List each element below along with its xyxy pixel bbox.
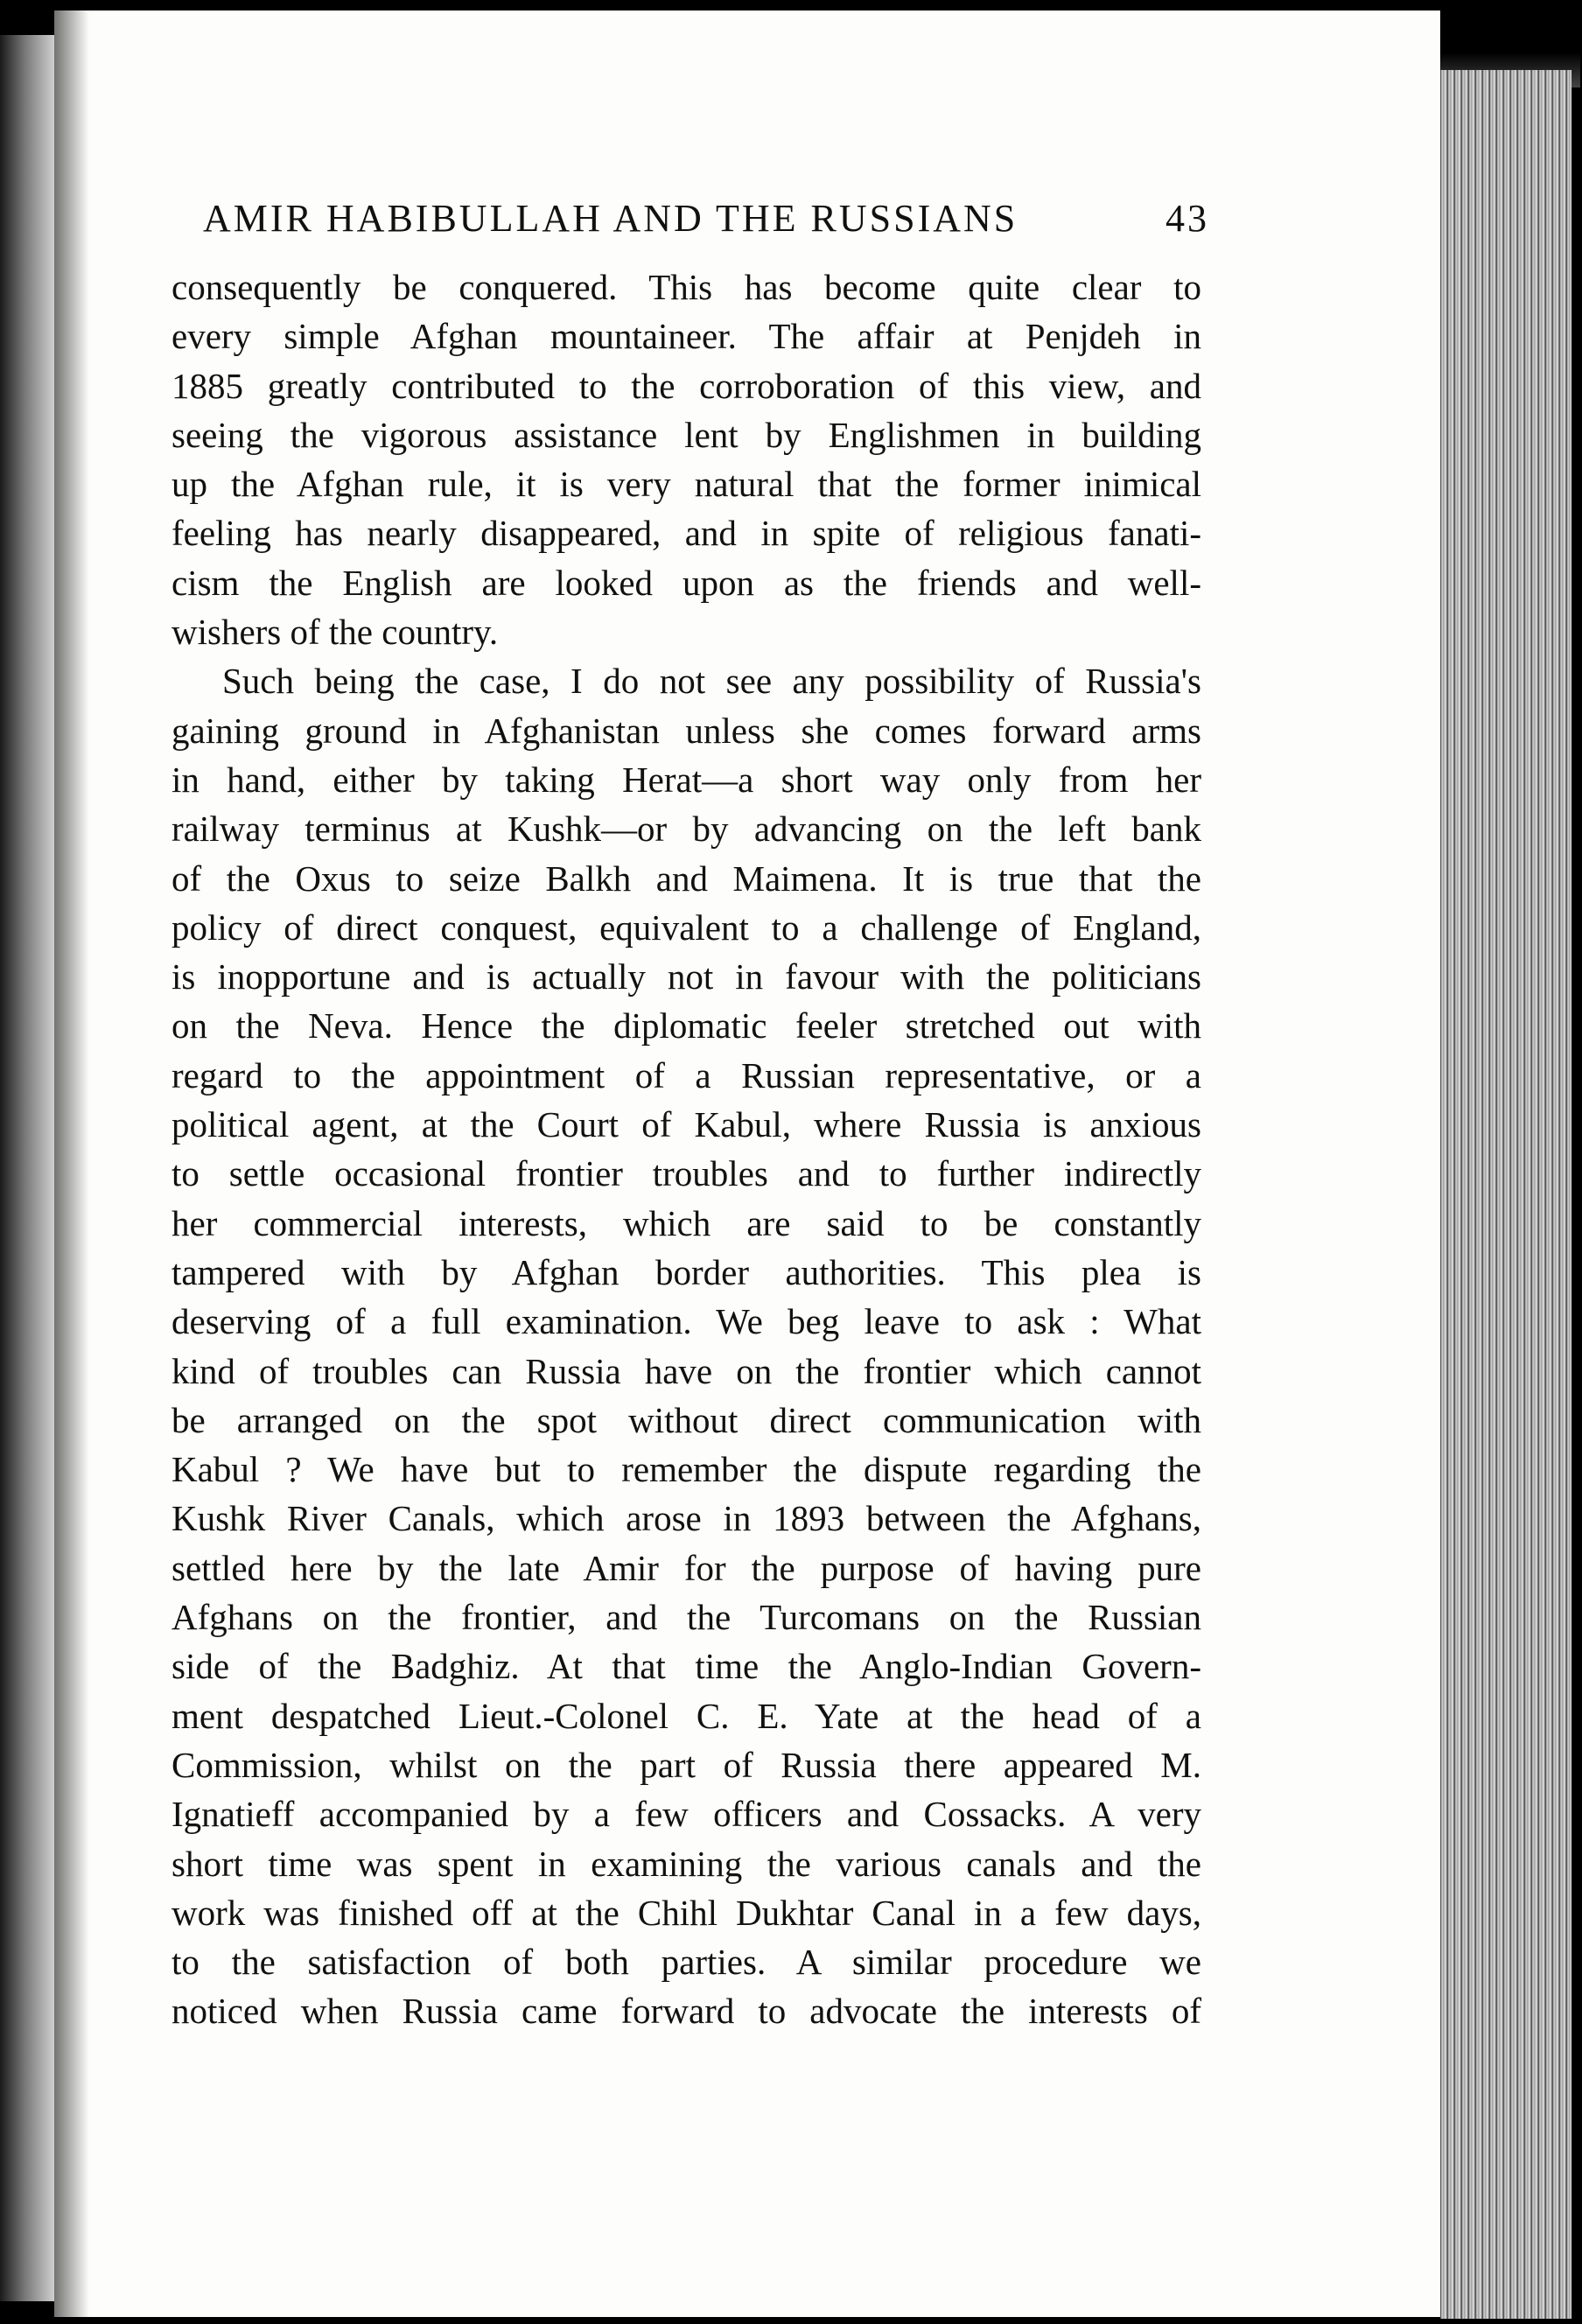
page-number: 43 bbox=[1166, 197, 1209, 240]
text-line: work was finished off at the Chihl Dukhtar Canal in a few days, bbox=[172, 1892, 1201, 1933]
text-line: to the satisfaction of both parties. A similar procedure we bbox=[172, 1942, 1201, 1983]
text-line: every simple Afghan mountaineer. The affair at Penjdeh in bbox=[172, 316, 1201, 357]
text-line: Kabul ? We have but to remember the dispute regarding the bbox=[172, 1449, 1201, 1490]
text-line: Kushk River Canals, which arose in 1893 between the Afghans, bbox=[172, 1498, 1201, 1539]
facing-page-edge bbox=[0, 35, 54, 2301]
text-line: kind of troubles can Russia have on the frontier which cannot bbox=[172, 1350, 1201, 1391]
text-line: cism the English are looked upon as the friends and well- bbox=[172, 562, 1201, 603]
text-line: regard to the appointment of a Russian representative, or a bbox=[172, 1054, 1201, 1096]
text-line: seeing the vigorous assistance lent by Englishmen in building bbox=[172, 414, 1201, 455]
text-line: short time was spent in examining the various canals and the bbox=[172, 1843, 1201, 1884]
text-line: in hand, either by taking Herat—a short way only from her bbox=[172, 759, 1201, 800]
text-line: noticed when Russia came forward to advocate the interests of bbox=[172, 1991, 1201, 2032]
text-line: side of the Badghiz. At that time the Anglo-Indian Govern- bbox=[172, 1646, 1201, 1687]
text-line: Commission, whilst on the part of Russia there appeared M. bbox=[172, 1744, 1201, 1785]
body-text bbox=[172, 262, 1201, 2036]
text-line: Ignatieff accompanied by a few officers and Cossacks. A very bbox=[172, 1794, 1201, 1835]
gutter-shadow bbox=[54, 10, 89, 2317]
text-line: political agent, at the Court of Kabul, where Russia is anxious bbox=[172, 1104, 1201, 1145]
text-line: tampered with by Afghan border authorities. This plea is bbox=[172, 1251, 1201, 1292]
text-line: settled here by the late Amir for the purpose of having pure bbox=[172, 1547, 1201, 1588]
running-head: AMIR HABIBULLAH AND THE RUSSIANS bbox=[203, 197, 1018, 240]
text-line: be arranged on the spot without direct communication with bbox=[172, 1399, 1201, 1440]
text-line: 1885 greatly contributed to the corroboration of this view, and bbox=[172, 365, 1201, 406]
text-line: deserving of a full examination. We beg leave to ask : What bbox=[172, 1301, 1201, 1342]
text-line: consequently be conquered. This has become quite clear to bbox=[172, 267, 1201, 307]
text-line: railway terminus at Kushk—or by advancing on the left bank bbox=[172, 808, 1201, 850]
text-line: to settle occasional frontier troubles and to further indirectly bbox=[172, 1153, 1201, 1194]
text-line: is inopportune and is actually not in favour with the politicians bbox=[172, 956, 1201, 998]
text-line: Such being the case, I do not see any possibility of Russia's bbox=[222, 661, 1201, 702]
page-stack-edge bbox=[1440, 70, 1572, 2319]
page-header bbox=[203, 196, 1209, 257]
text-line: feeling has nearly disappeared, and in spite of religious fanati- bbox=[172, 513, 1201, 554]
text-line: up the Afghan rule, it is very natural that the former inimical bbox=[172, 464, 1201, 505]
text-line: wishers of the country. bbox=[172, 612, 499, 653]
text-line: policy of direct conquest, equivalent to a challenge of England, bbox=[172, 906, 1201, 948]
text-line: of the Oxus to seize Balkh and Maimena. It is true that the bbox=[172, 858, 1201, 899]
text-line: Afghans on the frontier, and the Turcomans on the Russian bbox=[172, 1597, 1201, 1638]
text-line: her commercial interests, which are said to be constantly bbox=[172, 1202, 1201, 1243]
text-line: ment despatched Lieut.-Colonel C. E. Yate at the head of a bbox=[172, 1695, 1201, 1736]
text-line: gaining ground in Afghanistan unless she comes forward arms bbox=[172, 710, 1201, 751]
text-line: on the Neva. Hence the diplomatic feeler stretched out with bbox=[172, 1005, 1201, 1046]
